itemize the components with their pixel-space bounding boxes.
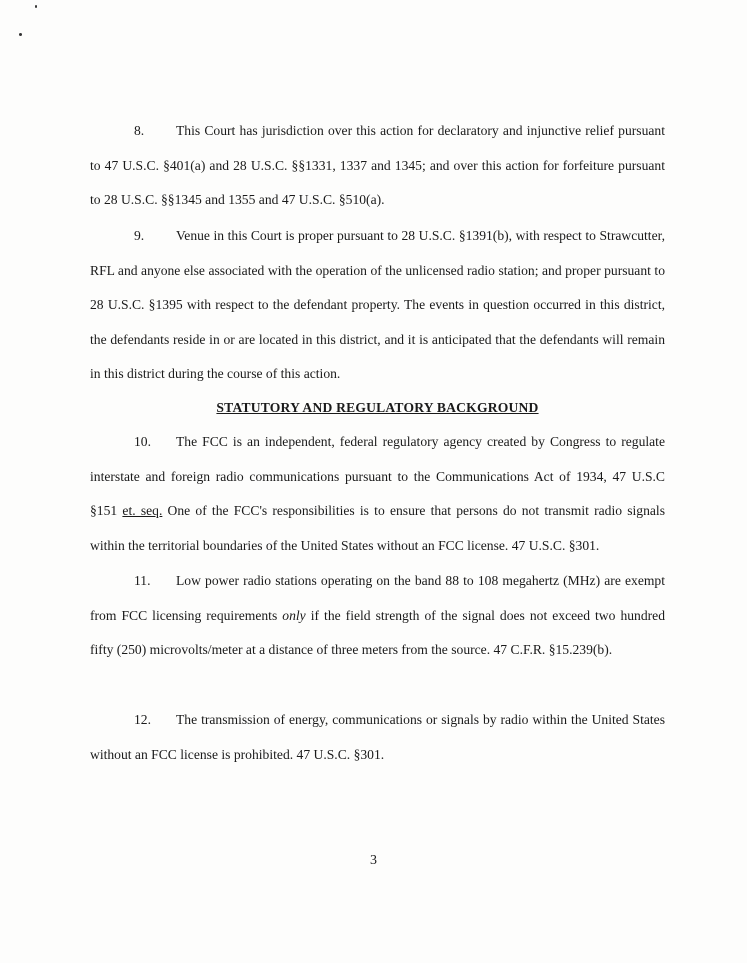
paragraph-text: if the field strength of the signal does not exceed two hundred fifty (250) microvolts/meter at a distance of three meters from the source. 47 C.F.R. §15.239(b). xyxy=(90,607,665,658)
paragraph-11 xyxy=(90,564,665,668)
scan-speck xyxy=(19,33,22,36)
paragraph-text: The transmission of energy, communications or signals by radio within the United States without an FCC license is prohibited. 47 U.S.C. §301. xyxy=(90,712,665,762)
paragraph-number: 10. xyxy=(134,434,151,449)
underlined-citation: et. seq. xyxy=(122,503,163,519)
paragraph-text: The FCC is an independent, federal regulatory agency created by Congress to regulate interstate and foreign radio communications pursuant to the Communications Act of 1934, 47 U.S.C §151 xyxy=(90,434,665,519)
section-heading: STATUTORY AND REGULATORY BACKGROUND xyxy=(216,400,539,415)
italic-emphasis: only xyxy=(282,607,306,623)
paragraph-number: 12. xyxy=(134,712,151,727)
paragraph-number: 11. xyxy=(134,573,151,588)
paragraph-12 xyxy=(90,703,665,772)
paragraph-number: 8. xyxy=(134,123,145,138)
paragraph-8 xyxy=(90,114,665,218)
paragraph-text: One of the FCC's responsibilities is to ensure that persons do not transmit radio signals within the territorial boundaries of the United States without an FCC license. 47 U.S.C. §301. xyxy=(90,503,665,553)
paragraph-text: Venue in this Court is proper pursuant to 28 U.S.C. §1391(b), with respect to Strawcutter, RFL and anyone else associated with the operation of the unlicensed radio station; and proper pursuant to 28 U.S.C. §1395 with respect to the defendant property. The events in question occurred in this district, the defendants reside in or are located in this district, and it is anticipated that the defendants will remain in this district during the course of this action. xyxy=(90,228,665,382)
paragraph-number: 9. xyxy=(134,228,145,243)
page-number: 3 xyxy=(370,853,377,868)
scan-speck xyxy=(35,5,37,8)
paragraph-10 xyxy=(90,425,665,563)
paragraph-text: This Court has jurisdiction over this action for declaratory and injunctive relief pursuant to 47 U.S.C. §401(a) and 28 U.S.C. §§1331, 1337 and 1345; and over this action for forfeiture pursuant to 28 U.S.C. §§1345 and 1355 and 47 U.S.C. §510(a). xyxy=(90,123,665,208)
paragraph-9 xyxy=(90,219,665,392)
paragraph-text: Low power radio stations operating on the band 88 to 108 megahertz (MHz) are exempt from FCC licensing requirements xyxy=(90,573,665,623)
